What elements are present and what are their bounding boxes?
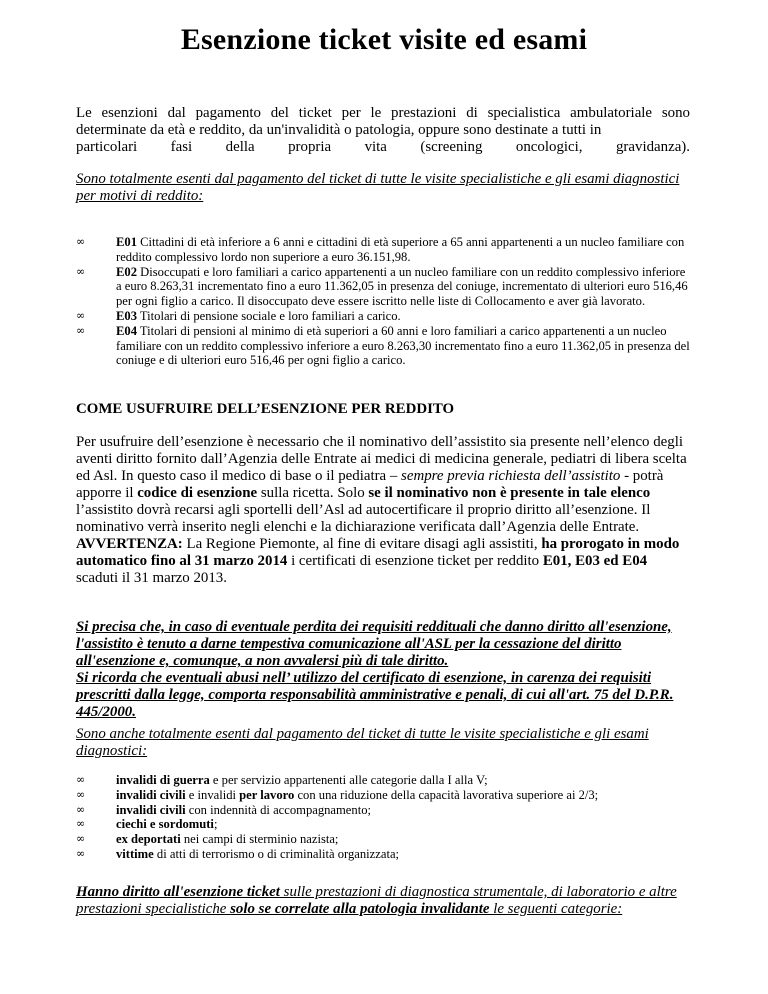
notice-line: Si precisa che, in caso di eventuale perdita dei requisiti reddituali che danno diritto all'esenzione, l'assistito è tenuto a darne tempestiva comunicazione all'ASL per la cessazione del diritto all'esenzione e, comunque, a non avvalersi più di tale diritto.: [76, 619, 672, 669]
income-exemption-list: [76, 235, 690, 368]
section-heading: COME USUFRUIRE DELL’ESENZIONE PER REDDITO: [76, 401, 455, 417]
category-name: ex deportati: [116, 832, 181, 847]
intro-line: particolari fasi della propria vita (screening oncologici, gravidanza).: [76, 139, 690, 155]
exemption-description: Titolari di pensione sociale e loro familiari a carico.: [137, 308, 401, 323]
category-name: invalidi civili: [116, 802, 186, 817]
text-run: La Regione Piemonte, al fine di evitare disagi agli assistiti,: [182, 536, 542, 552]
exemption-description: Cittadini di età inferiore a 6 anni e cittadini di età superiore a 65 anni appartenenti a un nucleo familiare con reddito complessivo lordo non superiore a euro 36.151,98.: [116, 235, 685, 264]
text-run: solo se correlate alla patologia invalidante: [230, 901, 490, 917]
infinity-bullet-icon: ∞: [76, 802, 86, 816]
category-name: invalidi di guerra: [116, 773, 210, 787]
text-run: ha prorogato in modo automatico fino al 31 marzo 2014: [76, 536, 680, 569]
category-name: ciechi e sordomuti: [116, 817, 214, 832]
list-item: [76, 773, 690, 788]
list-item: [76, 324, 690, 368]
text-run: Hanno diritto all'esenzione ticket: [76, 884, 280, 900]
text-run: l’assistito dovrà recarsi agli sportelli dell’Asl ad autocertificare il proprio diritto all’esenzione. Il nominativo verrà inserito negli elenchi e la dichiarazione verificata dall’Agenzia delle Entrate.: [76, 502, 651, 535]
list-item: [76, 847, 690, 862]
infinity-bullet-icon: ∞: [76, 773, 86, 786]
text-run: - potrà apporre il: [76, 468, 664, 501]
intro-line: Le esenzioni dal pagamento del ticket per le prestazioni di specialistica ambulatoriale sono determinate da età e reddito, da un'invalidità o patologia, oppure sono destinate a tutti in: [76, 105, 690, 138]
list-item: [76, 832, 690, 847]
income-exemption-intro: Sono totalmente esenti dal pagamento del ticket di tutte le visite specialistiche e gli esami diagnostici per motivi di reddito:: [76, 171, 680, 204]
infinity-bullet-icon: ∞: [76, 264, 86, 278]
list-item: [76, 788, 690, 803]
category-name: per lavoro: [239, 787, 295, 802]
text-run: sulla ricetta. Solo: [257, 485, 369, 501]
category-detail: con indennità di accompagnamento;: [185, 802, 371, 817]
text-run: codice di esenzione: [137, 485, 258, 501]
category-detail: ;: [213, 817, 218, 832]
text-run: Per usufruire dell’esenzione è necessario che il nominativo dell’assistito sia presente nell’elenco degli aventi diritto fornito dall’Agenzia delle Entrate ai medici di medicina generale, pediatri di libera scelta ed Asl. In questo caso il medico di base o il pediatra –: [76, 434, 687, 484]
infinity-bullet-icon: ∞: [76, 817, 86, 831]
list-item: [76, 265, 690, 309]
category-detail: e invalidi: [185, 787, 240, 802]
text-run: le seguenti categorie:: [489, 901, 623, 917]
exemption-code: E04: [116, 323, 137, 338]
exemption-code: E03: [116, 308, 137, 323]
other-exemption-intro: Sono anche totalmente esenti dal pagamento del ticket di tutte le visite specialistiche e gli esami diagnostici:: [76, 726, 649, 759]
warning-label: AVVERTENZA:: [76, 536, 183, 552]
infinity-bullet-icon: ∞: [76, 308, 86, 322]
infinity-bullet-icon: ∞: [76, 235, 86, 248]
list-item: [76, 803, 690, 818]
infinity-bullet-icon: ∞: [76, 787, 86, 801]
text-run: se il nominativo non è presente in tale elenco: [368, 485, 651, 501]
infinity-bullet-icon: ∞: [76, 846, 86, 860]
other-exemption-list: [76, 773, 690, 862]
intro-paragraph: [76, 105, 690, 156]
exemption-description: Titolari di pensioni al minimo di età superiori a 60 anni e loro familiari a carico appartenenti a un nucleo familiare con un reddito complessivo inferiore a euro 8.263,30 incrementato fino a euro 11.362,05 in presenza del coniuge e di ulteriori euro 516,46 per ogni figlio a carico.: [116, 323, 690, 368]
category-name: vittime: [116, 846, 154, 861]
category-detail: con una riduzione della capacità lavorativa superiore ai 2/3;: [294, 787, 599, 802]
category-detail: nei campi di sterminio nazista;: [180, 832, 339, 847]
list-item: [76, 817, 690, 832]
category-detail: e per servizio appartenenti alle categorie dalla I alla V;: [209, 773, 488, 787]
text-run: E01, E03 ed E04: [542, 553, 648, 569]
page-title: Esenzione ticket visite ed esami: [180, 23, 588, 56]
category-detail: di atti di terrorismo o di criminalità organizzata;: [153, 846, 400, 861]
list-item: [76, 309, 690, 324]
how-to-text: [76, 434, 690, 536]
list-item: [76, 235, 690, 265]
text-run: i certificati di esenzione ticket per reddito: [287, 553, 543, 569]
text-run: sulle prestazioni di diagnostica strumentale, di laboratorio e altre prestazioni specialistiche: [76, 884, 677, 917]
final-paragraph: [76, 884, 690, 918]
category-name: invalidi civili: [116, 787, 186, 802]
notice-line: Si ricorda che eventuali abusi nell’ utilizzo del certificato di esenzione, in carenza dei requisiti prescritti dalla legge, comporta responsabilità amministrative e penali, di cui all'art. 75 del D.P.R. 445/2000.: [76, 670, 674, 720]
notice-paragraph: [76, 619, 690, 721]
infinity-bullet-icon: ∞: [76, 832, 86, 846]
warning-text: [76, 536, 690, 587]
exemption-code: E02: [116, 264, 137, 279]
infinity-bullet-icon: ∞: [76, 323, 86, 337]
text-run: sempre previa richiesta dell’assistito: [401, 468, 621, 484]
how-to-paragraph: [76, 434, 690, 587]
text-run: scaduti il 31 marzo 2013.: [76, 570, 227, 586]
exemption-description: Disoccupati e loro familiari a carico appartenenti a un nucleo familiare con un reddito complessivo inferiore a euro 8.263,31 incrementato fino a euro 11.362,05 in presenza del coniuge, incrementato di ulteriori euro 516,46 per ogni figlio a carico. Il disoccupato deve essere iscritto nelle liste di Collocamento e aver già lavorato.: [116, 264, 688, 309]
exemption-code: E01: [116, 235, 137, 249]
